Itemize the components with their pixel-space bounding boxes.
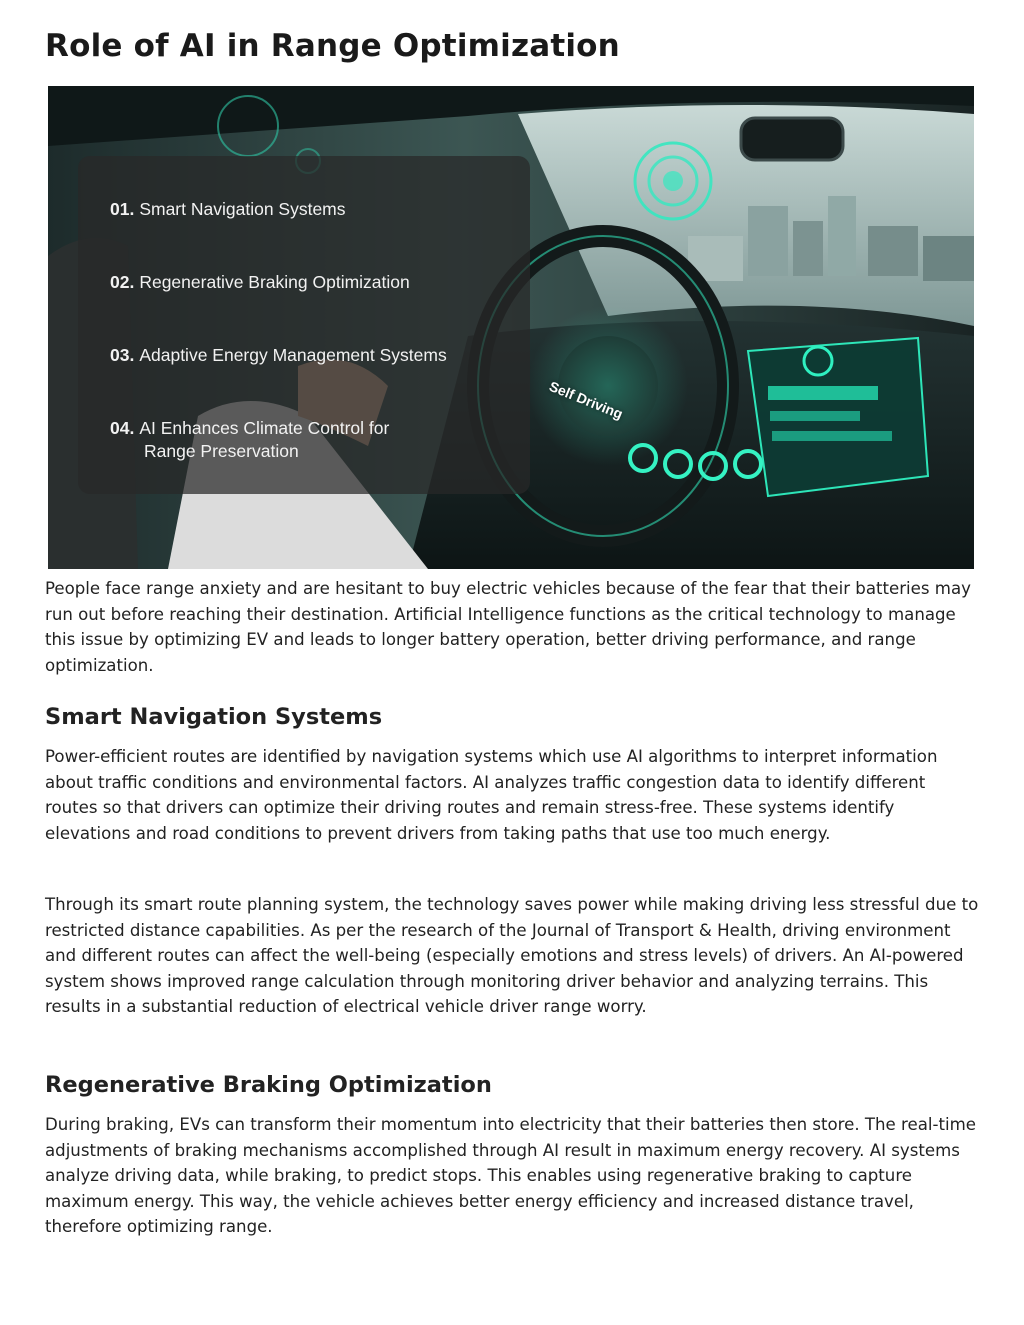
section-paragraph: Power-efficient routes are identified by navigation systems which use AI algorithms to interpret information about traffic conditions and environmental factors. AI analyzes traffic congestion data to identify different routes so that drivers can optimize their driving routes and remain stress-free. These systems identify elevations and road conditions to prevent drivers from taking paths that use too much energy. <box>45 747 938 843</box>
overlay-item-label: Smart Navigation Systems <box>139 199 346 219</box>
overlay-item-label-continued: Range Preservation <box>144 441 299 461</box>
overlay-item-3 <box>110 344 447 367</box>
overlay-item-number: 04. <box>110 418 135 438</box>
section-heading: Regenerative Braking Optimization <box>45 1072 492 1098</box>
page-title: Role of AI in Range Optimization <box>45 28 620 64</box>
self-driving-badge: Self Driving <box>547 378 626 422</box>
section-paragraph: Through its smart route planning system, the technology saves power while making driving less stressful due to restricted distance capabilities. As per the research of the Journal of Transport & Health, driving environment and different routes can affect the well-being (especially emotions and stress levels) of drivers. An AI-powered system shows improved range calculation through monitoring driver behavior and analyzing terrains. This results in a substantial reduction of electrical vehicle driver range worry. <box>45 895 979 1017</box>
overlay-item-number: 02. <box>110 272 135 292</box>
overlay-item-label: AI Enhances Climate Control for <box>139 418 390 438</box>
hero-image <box>48 86 974 569</box>
overlay-item-4 <box>110 417 389 463</box>
overlay-item-label: Adaptive Energy Management Systems <box>139 345 447 365</box>
overlay-list-panel <box>78 156 530 494</box>
overlay-item-number: 01. <box>110 199 135 219</box>
overlay-item-number: 03. <box>110 345 135 365</box>
section-paragraph: During braking, EVs can transform their momentum into electricity that their batteries then store. The real-time adjustments of braking mechanisms accomplished through AI result in maximum energy recovery. AI systems analyze driving data, while braking, to predict stops. This enables using regenerative braking to capture maximum energy. This way, the vehicle achieves better energy efficiency and increased distance travel, therefore optimizing range. <box>45 1115 976 1237</box>
overlay-item-1 <box>110 198 346 221</box>
section-heading: Smart Navigation Systems <box>45 704 383 730</box>
intro-paragraph: People face range anxiety and are hesitant to buy electric vehicles because of the fear that their batteries may run out before reaching their destination. Artificial Intelligence functions as the critical technology to manage this issue by optimizing EV and leads to longer battery operation, better driving performance, and range optimization. <box>45 579 971 675</box>
overlay-item-label: Regenerative Braking Optimization <box>139 272 410 292</box>
overlay-item-2 <box>110 271 410 294</box>
